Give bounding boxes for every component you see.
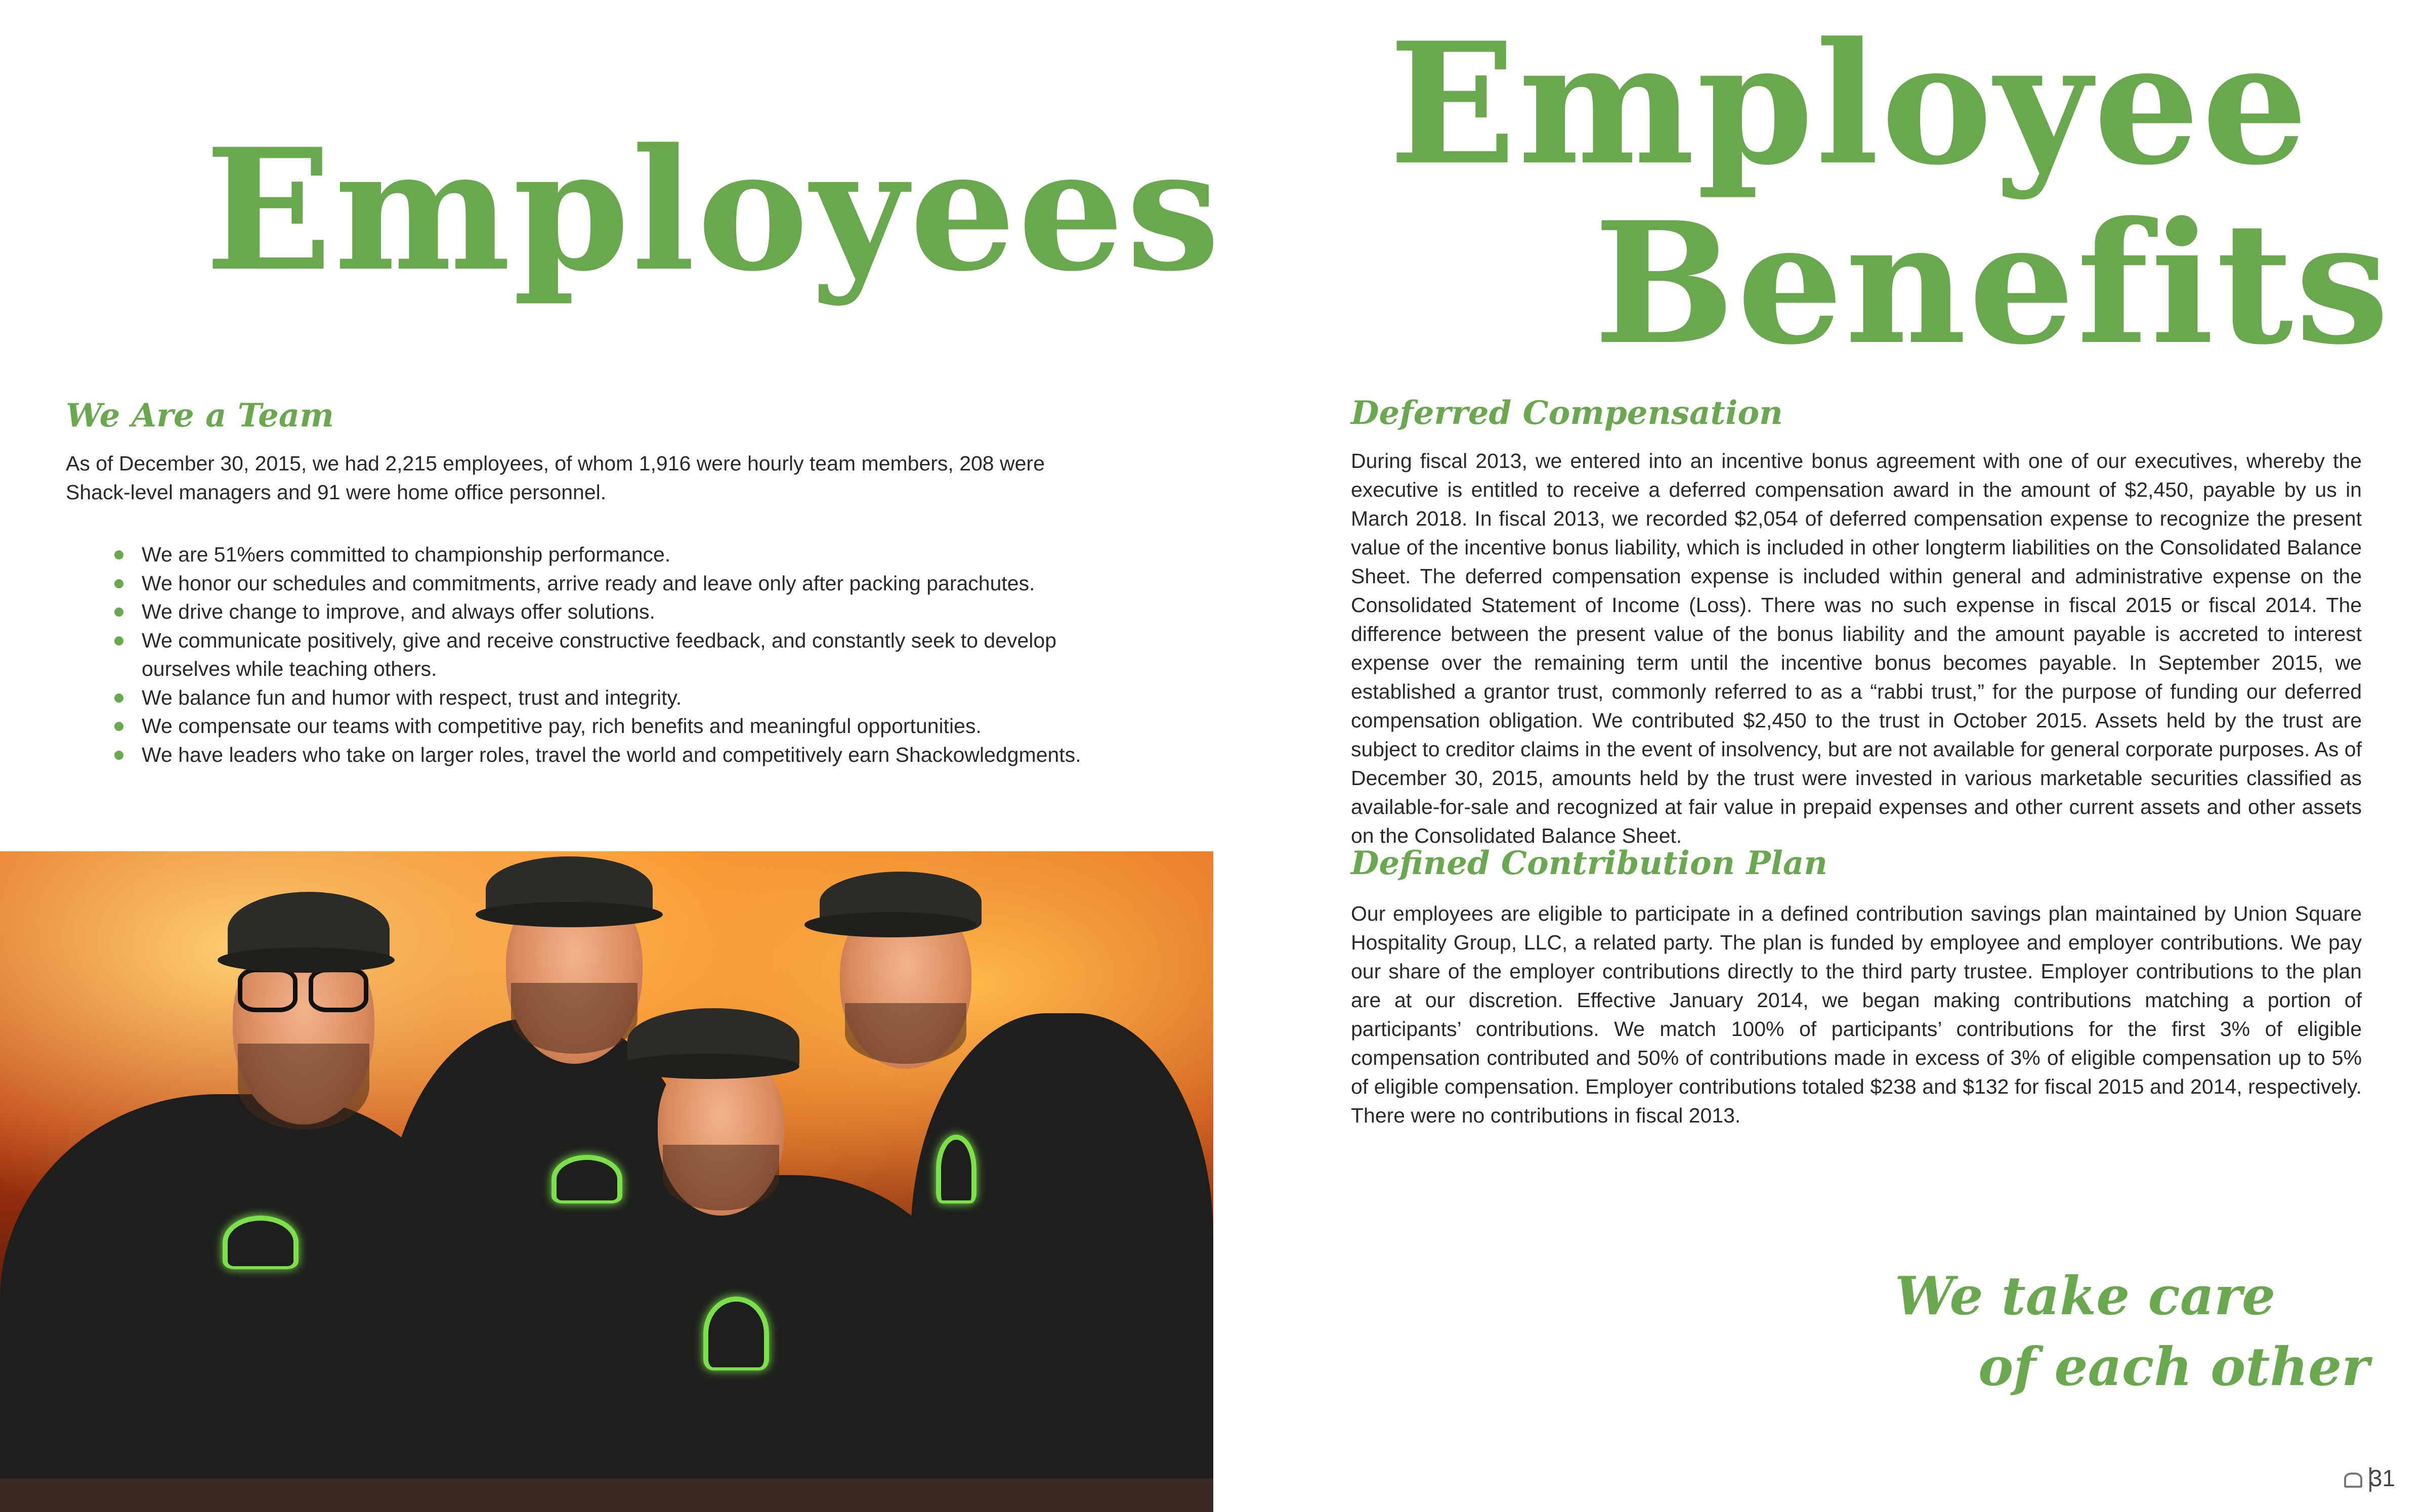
page-number: 31 (2369, 1465, 2395, 1491)
list-item: We drive change to improve, and always offer solutions. (111, 597, 1083, 626)
team-intro-paragraph: As of December 30, 2015, we had 2,215 employees, of whom 1,916 were hourly team members, 208 were Shack-level managers and 91 were home office personnel. (66, 452, 1045, 504)
burger-logo-icon (936, 1135, 976, 1203)
tagline-line1: We take care (1895, 1265, 2276, 1327)
we-are-a-team-heading: We Are a Team (66, 397, 334, 435)
burger-logo-icon (551, 1155, 622, 1203)
list-item: We have leaders who take on larger roles, travel the world and competitively earn Shackowledgments. (111, 741, 1083, 769)
team-photo (0, 851, 1213, 1512)
list-item: We communicate positively, give and receive constructive feedback, and constantly seek to develop ourselves while teaching others. (111, 626, 1083, 683)
list-item: We compensate our teams with competitive pay, rich benefits and meaningful opportunities. (111, 712, 1083, 741)
employee-benefits-title-line2: Benefits (1594, 185, 2392, 381)
burger-logo-icon (703, 1297, 769, 1370)
defined-contribution-plan-heading: Defined Contribution Plan (1351, 844, 1827, 882)
list-item: We balance fun and humor with respect, trust and integrity. (111, 683, 1083, 712)
deferred-compensation-body: During fiscal 2013, we entered into an incentive bonus agreement with one of our executives, whereby the executive is entitled to receive a deferred compensation award in the amount of $2,450, payable by us in March 2018. In fiscal 2013, we recorded $2,054 of deferred compensation expense to recognize the present value of the incentive bonus liability, which is included in other longterm liabilities on the Consolidated Balance Sheet. The deferred compensation expense is included within general and administrative expense on the Consolidated Statement of Income (Loss). There was no such expense in fiscal 2015 or fiscal 2014. The difference between the present value of the bonus liability and the amount payable is accreted to interest expense over the remaining term until the incentive bonus becomes payable. In September 2015, we established a grantor trust, commonly referred to as a “rabbi trust,” for the purpose of funding our deferred compensation obligation. We contributed $2,450 to the trust in October 2015. Assets held by the trust are subject to creditor claims in the event of insolvency, but are not available for general corporate purposes. As of December 30, 2015, amounts held by the trust were invested in various marketable securities classified as available-for-sale and recognized at fair value in prepaid expenses and other current assets and other assets on the Consolidated Balance Sheet. (1351, 449, 2362, 847)
tagline-line2: of each other (1978, 1335, 2369, 1398)
employee-benefits-title-line1: Employee (1389, 6, 2310, 202)
defined-contribution-plan-body: Our employees are eligible to participate in a defined contribution savings plan maintained by Union Square Hospitality Group, LLC, a related party. The plan is funded by employee and employer contributions. We pay our share of the employer contributions directly to the third party trustee. Employer contributions to the plan are at our discretion. Effective January 2014, we began making contributions matching a portion of participants’ contributions. We match 100% of participants’ contributions for the first 3% of eligible compensation contributed and 50% of contributions made in excess of 3% of eligible compensation up to 5% of eligible compensation. Employer contributions totaled $238 and $132 for fiscal 2015 and 2014, respectively. There were no contributions in fiscal 2013. (1351, 902, 2362, 1127)
list-item: We honor our schedules and commitments, arrive ready and leave only after packing parachutes. (111, 569, 1083, 598)
team-values-list (111, 540, 1083, 769)
burger-logo-icon (223, 1216, 299, 1269)
deferred-compensation-heading: Deferred Compensation (1351, 394, 1783, 432)
burger-logo-icon (2344, 1473, 2362, 1488)
employees-title: Employees (205, 112, 1222, 308)
list-item: We are 51%ers committed to championship performance. (111, 540, 1083, 569)
